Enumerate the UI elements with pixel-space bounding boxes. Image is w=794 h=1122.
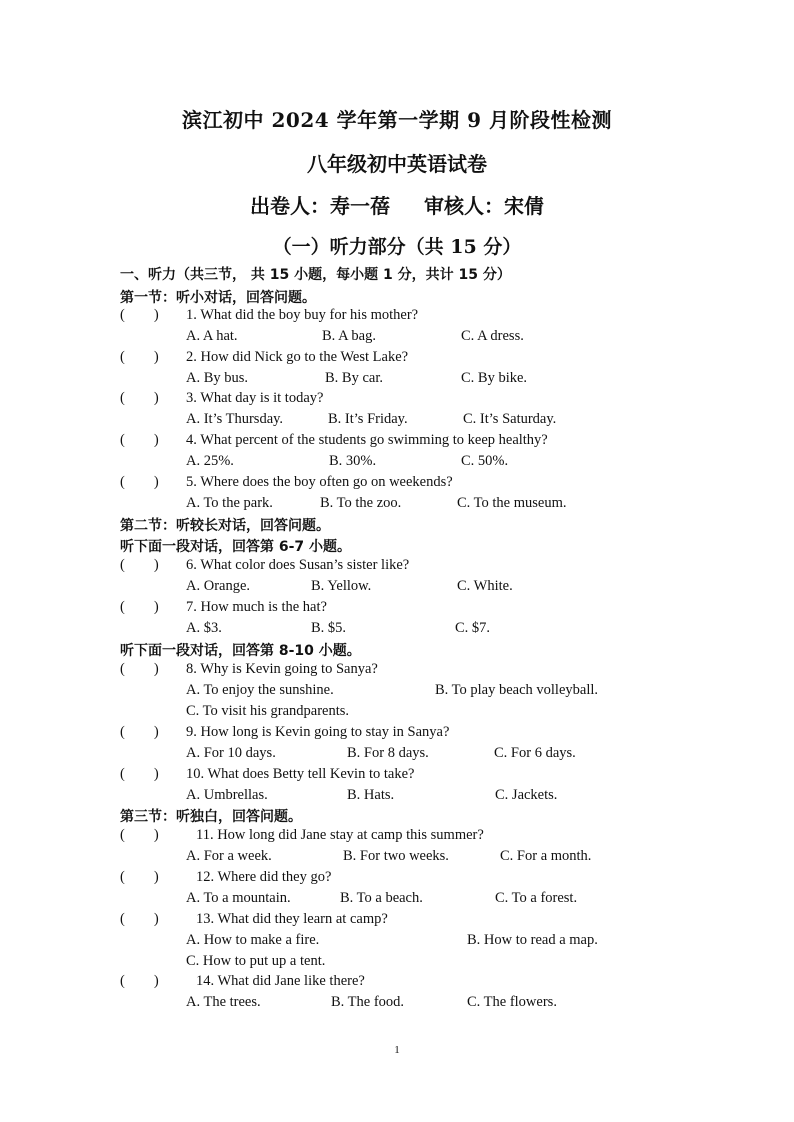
answer-blank[interactable]: ( ) xyxy=(120,911,159,927)
option-b: B. For 8 days. xyxy=(347,745,429,761)
option-a: A. For 10 days. xyxy=(186,745,276,761)
question-text: 2. How did Nick go to the West Lake? xyxy=(186,349,409,365)
option-c: C. White. xyxy=(457,578,513,594)
answer-blank[interactable]: ( ) xyxy=(120,307,159,323)
option-a: A. It’s Thursday. xyxy=(186,411,284,427)
answer-blank[interactable]: ( ) xyxy=(120,599,159,615)
option-b: B. For two weeks. xyxy=(343,848,449,864)
option-c: C. $7. xyxy=(455,620,491,636)
option-c: C. The flowers. xyxy=(467,994,557,1010)
question-text: 14. What did Jane like there? xyxy=(196,973,365,989)
question-text: 1. What did the boy buy for his mother? xyxy=(186,307,419,323)
section-main-heading: 一、听力（共三节， 共 15 小题，每小题 1 分，共计 15 分） xyxy=(120,267,511,283)
section-1-heading: 第一节：听小对话，回答问题。 xyxy=(120,290,316,306)
reviewer-label: 审核人：宋倩 xyxy=(424,194,544,218)
option-a: A. By bus. xyxy=(186,370,249,386)
option-a: A. To a mountain. xyxy=(186,890,291,906)
answer-blank[interactable]: ( ) xyxy=(120,869,159,885)
question-text: 8. Why is Kevin going to Sanya? xyxy=(186,661,378,677)
option-c: C. How to put up a tent. xyxy=(186,953,326,969)
answer-blank[interactable]: ( ) xyxy=(120,724,159,740)
section-2b-heading: 听下面一段对话，回答第 8-10 小题。 xyxy=(120,643,361,659)
option-b: B. To the zoo. xyxy=(320,495,402,511)
answer-blank[interactable]: ( ) xyxy=(120,432,159,448)
option-b: B. Yellow. xyxy=(311,578,372,594)
option-a: A. To enjoy the sunshine. xyxy=(186,682,334,698)
question-text: 13. What did they learn at camp? xyxy=(196,911,388,927)
option-a: A. For a week. xyxy=(186,848,272,864)
option-c: C. A dress. xyxy=(461,328,524,344)
question-text: 5. Where does the boy often go on weekends? xyxy=(186,474,453,490)
option-b: B. 30%. xyxy=(329,453,377,469)
part-title: （一）听力部分（共 15 分） xyxy=(272,236,522,258)
section-2-heading: 第二节：听较长对话，回答问题。 xyxy=(120,518,330,534)
exam-authors xyxy=(0,190,794,219)
option-c: C. By bike. xyxy=(461,370,528,386)
option-c: C. To visit his grandparents. xyxy=(186,703,350,719)
page-number: 1 xyxy=(394,1044,400,1056)
option-c: C. For a month. xyxy=(500,848,592,864)
question-text: 12. Where did they go? xyxy=(196,869,332,885)
question-text: 7. How much is the hat? xyxy=(186,599,327,615)
answer-blank[interactable]: ( ) xyxy=(120,474,159,490)
option-a: A. A hat. xyxy=(186,328,238,344)
option-c: C. 50%. xyxy=(461,453,509,469)
question-text: 11. How long did Jane stay at camp this summer? xyxy=(196,827,484,843)
option-a: A. Orange. xyxy=(186,578,251,594)
option-b: B. The food. xyxy=(331,994,405,1010)
question-text: 6. What color does Susan’s sister like? xyxy=(186,557,410,573)
exam-subtitle: 八年级初中英语试卷 xyxy=(307,152,487,176)
question-text: 3. What day is it today? xyxy=(186,390,324,406)
option-a: A. The trees. xyxy=(186,994,261,1010)
option-b: B. To play beach volleyball. xyxy=(435,682,599,698)
option-a: A. $3. xyxy=(186,620,222,636)
answer-blank[interactable]: ( ) xyxy=(120,557,159,573)
answer-blank[interactable]: ( ) xyxy=(120,661,159,677)
answer-blank[interactable]: ( ) xyxy=(120,349,159,365)
section-2a-heading: 听下面一段对话，回答第 6-7 小题。 xyxy=(120,539,352,555)
option-a: A. To the park. xyxy=(186,495,273,511)
option-b: B. It’s Friday. xyxy=(328,411,408,427)
option-a: A. Umbrellas. xyxy=(186,787,268,803)
option-b: B. $5. xyxy=(311,620,347,636)
option-c: C. Jackets. xyxy=(495,787,558,803)
option-c: C. For 6 days. xyxy=(494,745,576,761)
question-text: 10. What does Betty tell Kevin to take? xyxy=(186,766,415,782)
section-3-heading: 第三节：听独白，回答问题。 xyxy=(120,809,302,825)
option-b: B. To a beach. xyxy=(340,890,423,906)
option-c: C. To the museum. xyxy=(457,495,567,511)
exam-title: 滨江初中 2024 学年第一学期 9 月阶段性检测 xyxy=(182,108,612,132)
answer-blank[interactable]: ( ) xyxy=(120,827,159,843)
question-text: 4. What percent of the students go swimming to keep healthy? xyxy=(186,432,548,448)
option-b: B. How to read a map. xyxy=(467,932,598,948)
option-a: A. 25%. xyxy=(186,453,234,469)
setter-label: 出卷人：寿一蓓 xyxy=(250,194,390,218)
option-b: B. A bag. xyxy=(322,328,376,344)
option-b: B. By car. xyxy=(325,370,383,386)
question-text: 9. How long is Kevin going to stay in Sanya? xyxy=(186,724,450,740)
option-b: B. Hats. xyxy=(347,787,395,803)
answer-blank[interactable]: ( ) xyxy=(120,766,159,782)
option-c: C. To a forest. xyxy=(495,890,578,906)
answer-blank[interactable]: ( ) xyxy=(120,973,159,989)
answer-blank[interactable]: ( ) xyxy=(120,390,159,406)
option-a: A. How to make a fire. xyxy=(186,932,320,948)
option-c: C. It’s Saturday. xyxy=(463,411,557,427)
